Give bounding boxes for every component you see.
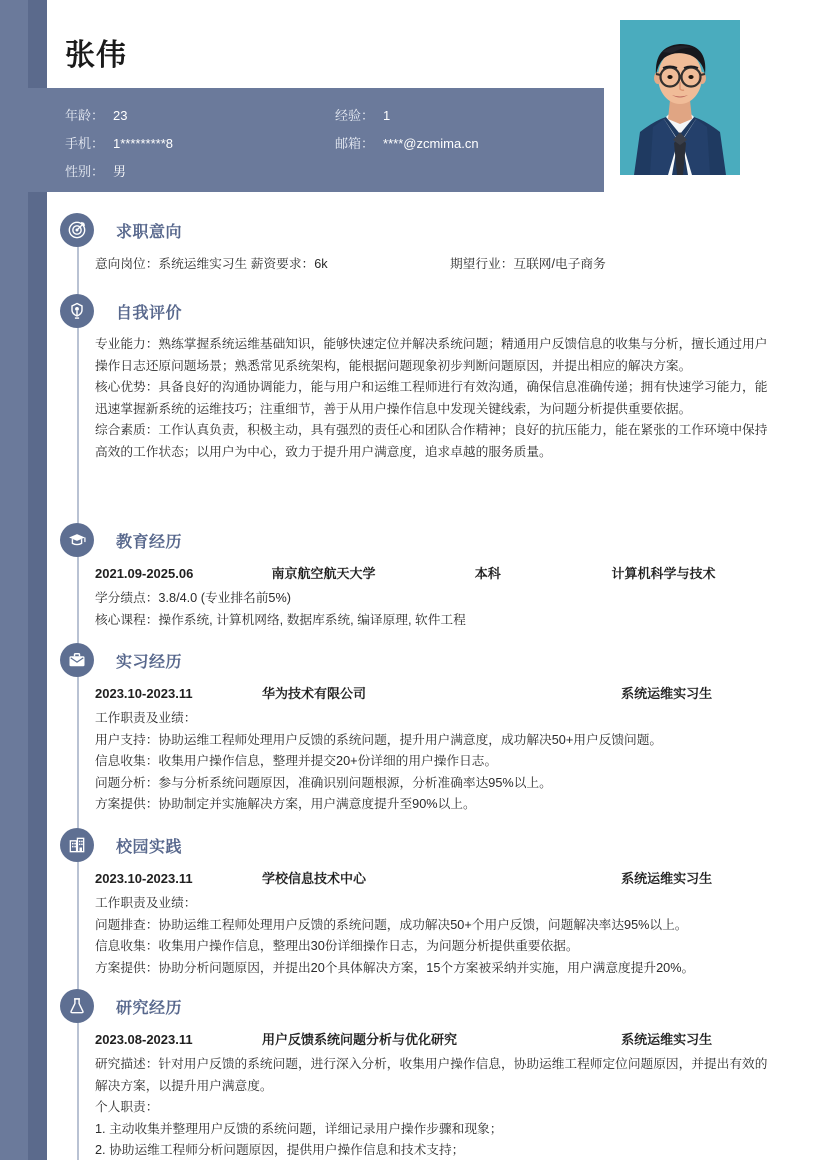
education-entry-header xyxy=(95,563,790,585)
research-topic: 用户反馈系统问题分析与优化研究 xyxy=(261,1032,457,1047)
info-field-gender xyxy=(65,161,335,180)
research-role: 系统运维实习生 xyxy=(621,1032,713,1047)
education-school: 南京航空航天大学 xyxy=(271,566,376,581)
info-value: ****@zcmima.cn xyxy=(383,135,479,151)
research-duty-label: 个人职责： xyxy=(95,1100,159,1114)
self-eval-paragraph: 专业能力：熟练掌握系统运维基础知识，能够快速定位并解决系统问题；精通用户反馈信息的收集与分析，擅长通过用户操作日志还原问题场景；熟悉常见系统架构，能根据问题现象初步判断问题原因，并提出相应的解决方案。 xyxy=(95,337,768,373)
graduation-cap-icon xyxy=(60,523,94,557)
intent-position-salary: 意向岗位：系统运维实习生 薪资要求：6k xyxy=(95,257,328,271)
internship-company: 华为技术有限公司 xyxy=(261,686,366,701)
section-header xyxy=(60,523,790,557)
campus-role: 系统运维实习生 xyxy=(621,871,713,886)
research-entry-header xyxy=(95,1029,790,1051)
section-research xyxy=(60,989,790,1162)
section-body xyxy=(95,677,790,816)
section-body xyxy=(95,862,790,979)
info-row xyxy=(65,156,585,184)
basic-info-grid xyxy=(65,100,585,184)
section-education xyxy=(60,523,790,631)
research-date: 2023.08-2023.11 xyxy=(95,1032,193,1047)
info-value: 1*********8 xyxy=(113,135,174,151)
info-row xyxy=(65,128,585,156)
intent-row xyxy=(95,253,790,272)
campus-detail: 信息收集：收集用户操作信息，整理出30份详细操作日志，为问题分析提供重要依据。 xyxy=(95,939,579,953)
campus-detail: 问题排查：协助运维工程师处理用户反馈的系统问题，成功解决50+个用户反馈，问题解决率达95%以上。 xyxy=(95,917,688,932)
candidate-name: 张伟 xyxy=(65,39,127,72)
campus-org: 学校信息技术中心 xyxy=(261,871,366,886)
info-label: 年龄： xyxy=(65,107,105,123)
education-detail: 核心课程：操作系统, 计算机网络, 数据库系统, 编译原理, 软件工程 xyxy=(95,612,466,627)
badge-icon xyxy=(60,294,94,328)
research-duty-item: 2. 协助运维工程师分析问题原因，提供用户操作信息和技术支持； xyxy=(95,1143,465,1157)
section-self-evaluation xyxy=(60,294,790,463)
section-title: 教育经历 xyxy=(116,533,183,551)
internship-detail: 工作职责及业绩： xyxy=(95,711,197,725)
briefcase-icon xyxy=(60,643,94,677)
campus-date: 2023.10-2023.11 xyxy=(95,871,193,886)
campus-detail: 工作职责及业绩： xyxy=(95,896,197,910)
education-detail: 学分绩点：3.8/4.0 (专业排名前5%) xyxy=(95,591,291,605)
section-header xyxy=(60,643,790,677)
section-header xyxy=(60,294,790,328)
info-label: 邮箱： xyxy=(335,135,375,151)
info-field-age xyxy=(65,105,335,124)
info-label: 手机： xyxy=(65,135,105,151)
education-degree: 本科 xyxy=(474,566,501,581)
research-duty-item: 1. 主动收集并整理用户反馈的系统问题，详细记录用户操作步骤和现象； xyxy=(95,1121,503,1136)
info-field-email xyxy=(335,133,585,152)
info-label: 性别： xyxy=(65,163,105,179)
campus-detail: 方案提供：协助分析问题原因，并提出20个具体解决方案，15个方案被采纳并实施，用户满意度提升20%。 xyxy=(95,960,695,975)
internship-date: 2023.10-2023.11 xyxy=(95,686,193,701)
internship-entry-header xyxy=(95,683,790,705)
section-title: 自我评价 xyxy=(116,304,183,322)
info-value: 1 xyxy=(383,107,391,123)
section-body xyxy=(95,557,790,631)
section-title: 校园实践 xyxy=(116,838,183,856)
internship-detail: 用户支持：协助运维工程师处理用户反馈的系统问题，提升用户满意度，成功解决50+用户反馈问题。 xyxy=(95,732,663,747)
education-date: 2021.09-2025.06 xyxy=(95,566,194,581)
research-description: 研究描述：针对用户反馈的系统问题，进行深入分析，收集用户操作信息，协助运维工程师定位问题原因，并提出有效的解决方案，以提升用户满意度。 xyxy=(95,1057,768,1093)
self-eval-paragraph: 综合素质：工作认真负责，积极主动，具有强烈的责任心和团队合作精神；良好的抗压能力，能在紧张的工作环境中保持高效的工作状态；以用户为中心，致力于提升用户满意度，追求卓越的服务质量。 xyxy=(95,423,768,459)
intent-industry: 期望行业：互联网/电子商务 xyxy=(450,257,606,271)
section-campus-practice xyxy=(60,828,790,979)
flask-icon xyxy=(60,989,94,1023)
section-title: 研究经历 xyxy=(116,999,183,1017)
internship-detail: 问题分析：参与分析系统问题原因，准确识别问题根源，分析准确率达95%以上。 xyxy=(95,775,552,790)
section-header xyxy=(60,213,790,247)
info-value: 23 xyxy=(113,107,128,123)
section-header xyxy=(60,828,790,862)
section-body xyxy=(95,328,790,463)
target-icon xyxy=(60,213,94,247)
section-body xyxy=(95,247,790,272)
candidate-photo xyxy=(620,20,740,175)
info-label: 经验： xyxy=(335,107,375,123)
internship-detail: 方案提供：协助制定并实施解决方案，用户满意度提升至90%以上。 xyxy=(95,797,476,811)
section-body xyxy=(95,1023,790,1162)
internship-role: 系统运维实习生 xyxy=(621,686,713,701)
section-title: 求职意向 xyxy=(116,223,183,241)
campus-entry-header xyxy=(95,868,790,890)
section-internship xyxy=(60,643,790,816)
info-row xyxy=(65,100,585,128)
info-field-experience xyxy=(335,105,585,124)
internship-detail: 信息收集：收集用户操作信息，整理并提交20+份详细的用户操作日志。 xyxy=(95,754,498,768)
section-header xyxy=(60,989,790,1023)
section-job-intent xyxy=(60,213,790,272)
education-major: 计算机科学与技术 xyxy=(611,566,716,581)
self-eval-paragraph: 核心优势：具备良好的沟通协调能力，能与用户和运维工程师进行有效沟通，确保信息准确传递；拥有快速学习能力，能迅速掌握新系统的运维技巧；注重细节，善于从用户操作信息中发现关键线索，为问题分析提供重要依据。 xyxy=(95,380,768,416)
resume-header xyxy=(0,0,820,192)
section-title: 实习经历 xyxy=(116,653,183,671)
info-value: 男 xyxy=(113,163,127,179)
info-field-phone xyxy=(65,133,335,152)
school-building-icon xyxy=(60,828,94,862)
